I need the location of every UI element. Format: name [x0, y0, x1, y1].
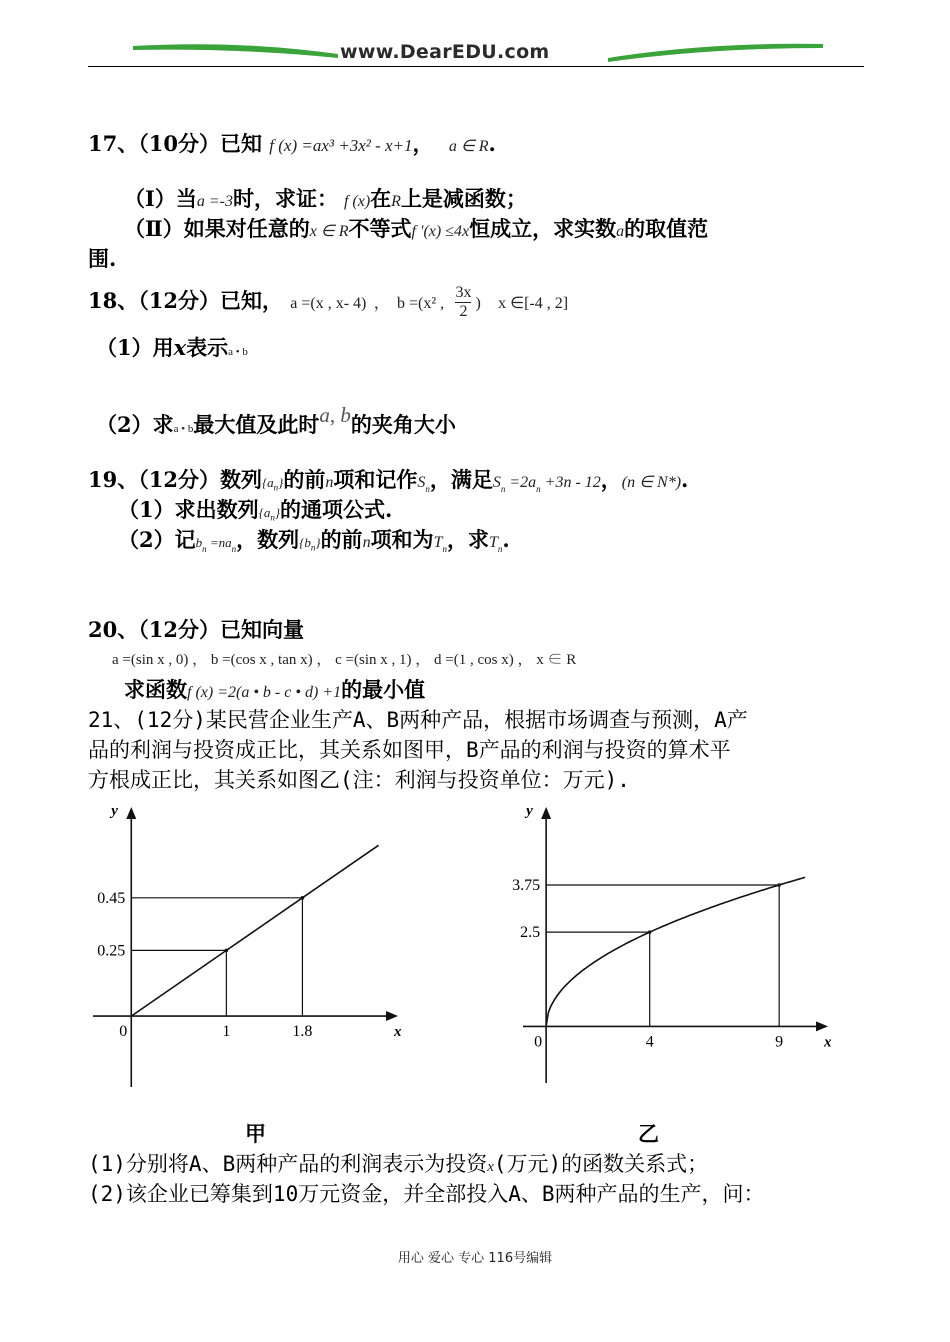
q17-part1-in: 在	[370, 186, 392, 211]
q17-formula: f (x) =ax³ +3x² - x+1	[269, 136, 413, 155]
q19-label: 19、（12分）数列	[88, 467, 262, 492]
q19-bn-a-sub: n	[231, 544, 237, 555]
q17-part1-R: R	[391, 193, 401, 210]
x-tick-label: 1.8	[292, 1023, 313, 1041]
q19-Tn2-sub: n	[497, 544, 503, 555]
y-axis-arrow-icon	[541, 807, 551, 819]
q17-part1	[124, 183, 527, 213]
q19-Sn: S	[417, 474, 426, 491]
q19-cond: (n ∈ N*)	[621, 474, 682, 491]
q19-eq-rest2: +3n - 12	[540, 474, 601, 491]
q18-vec-b: b =(x² ,	[397, 295, 445, 312]
q17-label: 17、（10分）已知	[88, 131, 262, 156]
site-logo[interactable]: www.DearEDU.com	[340, 41, 550, 63]
q19-part2-mid2: 的前	[320, 527, 363, 552]
q19-part2-mid: ，数列	[236, 527, 300, 552]
q19-bn-close: }	[315, 535, 321, 550]
q19-bn-rest: =na	[206, 535, 232, 550]
q18-part2-pre: （2）求	[96, 412, 174, 437]
q18-part2-dot: a • b	[173, 423, 194, 435]
x-axis-arrow-icon	[386, 1011, 398, 1021]
q18-part2-mid: 最大值及此时	[193, 412, 320, 437]
q17-part2-end: 的取值范	[624, 216, 709, 241]
q19-title: 19、（12分）数列$\{a_n\}$的前n项和记作$S_n$，满足$S_n =2a_n +3n - 12$，(n ∈ N*).	[88, 467, 689, 495]
data-point	[648, 930, 652, 934]
q17-part2-mid: 不等式	[348, 216, 412, 241]
y-tick-label: 0.45	[97, 889, 126, 907]
q17-part2-pre: （Ⅱ）如果对任意的	[124, 216, 310, 241]
q18-domain: x ∈[-4 , 2]	[498, 295, 569, 312]
header-divider	[88, 66, 864, 67]
q18-vec-a: a =(x , x- 4)	[290, 295, 367, 312]
q18-part2-post: 的夹角大小	[350, 412, 456, 437]
q19-end: .	[681, 467, 689, 492]
q19-n: n	[325, 474, 334, 491]
data-point	[777, 883, 781, 887]
q20-ask-post: 的最小值	[341, 677, 426, 702]
q19-eq-rest: =2a	[505, 474, 537, 491]
q17-condition: a ∈ R	[448, 138, 489, 155]
q20-ask	[124, 674, 425, 704]
origin-label: 0	[119, 1023, 128, 1041]
q20-vectors: a =(sin x , 0) ， b =(cos x , tan x) ， c =(sin x , 1) ， d =(1 , cos x) ， x ∈ R	[112, 652, 577, 668]
q18-part1-post: 表示	[186, 335, 229, 360]
q17-part2-x: x ∈ R	[309, 223, 349, 240]
q18-part1-x: x	[173, 335, 187, 360]
x-axis-arrow-icon	[816, 1021, 828, 1031]
y-tick-label: 2.5	[520, 924, 541, 942]
q19-part1-an-sub: n	[270, 512, 275, 523]
q19-part1	[118, 494, 392, 524]
q19-bn: b	[195, 535, 203, 550]
q18-fraction	[455, 284, 471, 321]
data-point	[225, 949, 229, 953]
q19-Tn: T	[433, 534, 443, 551]
x-tick-label: 1	[222, 1023, 231, 1041]
chart-b-caption: 乙	[638, 1121, 659, 1146]
q19-an-open: {a	[261, 475, 274, 490]
q17-part1-post: 上是减函数；	[400, 186, 527, 211]
q17-part2-post: 恒成立，求实数	[469, 216, 617, 241]
q19-eq-S-sub: n	[500, 484, 506, 495]
right-swoosh-icon	[608, 44, 823, 62]
q18-frac-den: 2	[459, 303, 468, 320]
q21-line2: 品的利润与投资成正比，其关系如图甲，B产品的利润与投资的算术平	[88, 738, 731, 762]
q19-mid1: 的前	[283, 467, 326, 492]
q20-func: f (x) =2(a • b - c • d) +1	[187, 684, 342, 701]
q21-part1	[88, 1148, 708, 1178]
q18-vec-b-end: )	[475, 295, 481, 312]
chart-a-caption: 甲	[245, 1121, 266, 1146]
chart-a	[90, 795, 410, 1100]
q17-title: 17、（10分）已知 f (x) =ax³ +3x² - x+1， a ∈ R.	[88, 131, 496, 156]
q19-bn-sub: n	[202, 544, 207, 555]
chart-b	[510, 795, 840, 1095]
q17-part2	[124, 213, 708, 243]
q18-frac-num: 3x	[455, 284, 472, 301]
q18-label: 18、（12分）已知，	[88, 288, 283, 313]
q17-part1-pre: （Ⅰ）当	[124, 186, 197, 211]
q19-part2-bn-set	[299, 535, 321, 553]
q19-part2-n: n	[362, 534, 371, 551]
x-tick-label: 9	[775, 1033, 784, 1051]
y-axis-label: y	[111, 803, 118, 819]
q19-Sn-sub: n	[425, 484, 430, 495]
q18-part2	[96, 403, 456, 439]
y-tick-label: 3.75	[512, 877, 541, 894]
q17-part2-wrap: 围.	[88, 246, 117, 271]
q18-part2-vecs: a, b	[319, 403, 351, 427]
x-axis-label: x	[824, 1034, 832, 1051]
q19-part2-end: .	[502, 527, 510, 552]
y-axis-label: y	[526, 803, 533, 819]
q18-part1	[96, 332, 248, 362]
q20-ask-pre: 求函数	[124, 677, 187, 702]
q17-part1-a: a =-3	[196, 193, 233, 210]
origin-label: 0	[534, 1033, 543, 1051]
q21-part2: (2)该企业已筹集到10万元资金，并全部投入A、B两种产品的生产，问：	[88, 1182, 765, 1206]
q21-part1-post: (万元)的函数关系式；	[493, 1152, 709, 1176]
q19-bn-set-sub: n	[310, 542, 316, 553]
q19-part2	[118, 524, 510, 554]
q19-part1-an	[258, 505, 281, 523]
series-line	[546, 877, 805, 1026]
q19-part2-post: ，求	[446, 527, 489, 552]
q19-eq-S: S	[492, 474, 501, 491]
q21-line3: 方根成正比，其关系如图乙(注：利润与投资单位：万元).	[88, 768, 630, 792]
x-tick-label: 4	[645, 1033, 654, 1051]
q20-title: 20、（12分）已知向量	[88, 617, 304, 642]
x-axis-label: x	[394, 1024, 402, 1041]
q19-part2-pre: （2）记	[118, 527, 196, 552]
q19-bn-open: {b	[299, 535, 311, 550]
q19-Tn2: T	[488, 534, 498, 551]
q19-part2-mid3: 项和为	[370, 527, 434, 552]
q17-part1-f: f (x)	[343, 193, 371, 210]
left-swoosh-icon	[133, 44, 338, 58]
q18-title: 18、（12分）已知， a =(x , x- 4) ， b =(x² , $\frac{3x}{2}$ ) x ∈[-4 , 2]	[88, 284, 569, 320]
q19-mid2: 项和记作	[333, 467, 418, 492]
q21-line1: 21、(12分)某民营企业生产A、B两种产品，根据市场调查与预测，A产	[88, 708, 748, 732]
q21-part1-x: x	[487, 1159, 494, 1175]
q21-part1-pre: (1)分别将A、B两种产品的利润表示为投资	[88, 1152, 488, 1176]
y-axis-arrow-icon	[126, 807, 136, 819]
series-line	[131, 845, 378, 1016]
q19-Tn-sub: n	[442, 544, 447, 555]
q19-eq-a-sub: n	[536, 484, 541, 495]
q19-an	[261, 475, 284, 493]
q17-part2-a: a	[616, 223, 625, 240]
q17-part2-ineq: f ′(x) ≤4x	[411, 223, 470, 240]
q18-part1-pre: （1）用	[96, 335, 174, 360]
q19-part1-an-close: }	[274, 505, 281, 520]
q18-part1-dot: a • b	[228, 346, 248, 358]
q19-part1-an-open: {a	[258, 505, 271, 520]
q19-an-close: }	[278, 475, 284, 490]
y-tick-label: 0.25	[97, 942, 126, 960]
data-point	[301, 896, 305, 900]
q19-part1-post: 的通项公式.	[280, 497, 393, 522]
q19-mid3: ，满足	[429, 467, 493, 492]
q19-an-sub: n	[273, 482, 279, 493]
q17-part1-mid: 时，求证：	[232, 186, 338, 211]
page-footer: 用心 爱心 专心 116号编辑	[397, 1251, 553, 1266]
q19-part1-pre: （1）求出数列	[118, 497, 259, 522]
